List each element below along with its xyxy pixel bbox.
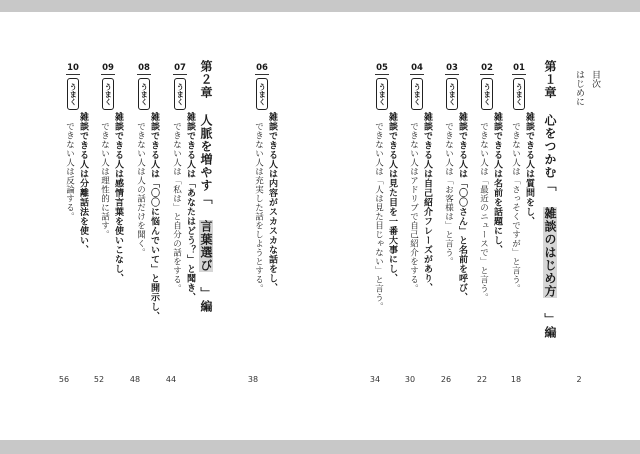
entry-08-subtitle: できない人は人の話だけを聞く。 <box>135 122 146 257</box>
entry-05-subtitle: できない人は「人は見た目じゃない」と言う。 <box>373 122 384 311</box>
entry-01-title: 雑談できる人は質問をし、 <box>524 112 534 226</box>
umaku-badge: うまく <box>513 78 525 110</box>
umaku-badge: うまく <box>411 78 423 110</box>
entry-01-subtitle: できない人は「さっそくですが」と言う。 <box>510 122 521 293</box>
entry-05-page-number: 34 <box>369 375 381 384</box>
entry-10-subtitle: できない人は反論する。 <box>64 122 75 221</box>
entry-06-title: 雑談できる人は内容がスカスカな話をし、 <box>267 112 277 293</box>
entry-02-subtitle: できない人は「最近のニュースで」と言う。 <box>478 122 489 302</box>
chapter-1-label: 第１章 <box>543 60 557 99</box>
entry-05-title: 雑談できる人は見た目を一番大事にし、 <box>387 112 397 283</box>
entry-04-page-number: 30 <box>404 375 416 384</box>
entry-07-number: 07 <box>174 63 186 73</box>
entry-02-title: 雑談できる人は名前を話題にし、 <box>492 112 502 255</box>
entry-01-page-number: 18 <box>510 375 522 384</box>
umaku-badge: うまく <box>102 78 114 110</box>
entry-05-number: 05 <box>376 63 388 73</box>
entry-04-subtitle: できない人はアドリブで自己紹介をする。 <box>408 122 419 293</box>
entry-03-number: 03 <box>446 63 458 73</box>
entry-10-number: 10 <box>67 63 79 73</box>
chapter-2-keyword: 言葉選び <box>199 220 213 272</box>
umaku-badge: うまく <box>376 78 388 110</box>
entry-06-subtitle: できない人は充実した話をしようとする。 <box>253 122 264 293</box>
chapter-1-title-post: 」編 <box>543 313 557 339</box>
entry-04-title: 雑談できる人は自己紹介フレーズがあり、 <box>422 112 432 293</box>
umaku-badge: うまく <box>174 78 186 110</box>
entry-08-number: 08 <box>138 63 150 73</box>
chapter-1-title-pre: 心をつかむ「 <box>543 114 557 192</box>
entry-06-page-number: 38 <box>247 375 259 384</box>
toc-spread <box>0 12 640 440</box>
entry-09-page-number: 52 <box>93 375 105 384</box>
entry-09-title: 雑談できる人は感情言葉を使いこなし、 <box>113 112 123 283</box>
entry-09-rule <box>101 74 115 75</box>
entry-10-title: 雑談できる人は分離話法を使い、 <box>78 112 88 255</box>
entry-03-page-number: 26 <box>440 375 452 384</box>
entry-02-number: 02 <box>481 63 493 73</box>
chapter-2-heading <box>200 60 212 313</box>
umaku-badge: うまく <box>67 78 79 110</box>
entry-05-rule <box>375 74 389 75</box>
entry-07-title: 雑談できる人は「あなたはどう？」と聞き、 <box>185 112 195 302</box>
entry-06-rule <box>255 74 269 75</box>
chapter-1-heading <box>544 60 556 339</box>
viewer-bottom-bar <box>0 440 640 454</box>
umaku-badge: うまく <box>446 78 458 110</box>
entry-01-rule <box>512 74 526 75</box>
entry-07-page-number: 44 <box>165 375 177 384</box>
chapter-2-title-pre: 人脈を増やす「 <box>199 114 213 205</box>
entry-09-number: 09 <box>102 63 114 73</box>
entry-10-rule <box>66 74 80 75</box>
entry-08-rule <box>137 74 151 75</box>
umaku-badge: うまく <box>138 78 150 110</box>
entry-04-number: 04 <box>411 63 423 73</box>
entry-08-page-number: 48 <box>129 375 141 384</box>
entry-03-title: 雑談できる人は「〇〇さん」と名前を呼び、 <box>457 112 467 302</box>
entry-07-subtitle: できない人は「私は」と自分の話をする。 <box>171 122 182 293</box>
chapter-2-title-post: 」編 <box>199 287 213 313</box>
entry-03-subtitle: できない人は「お客様は」と言う。 <box>443 122 454 266</box>
intro-page-number: 2 <box>576 375 582 384</box>
entry-01-number: 01 <box>513 63 525 73</box>
entry-06-number: 06 <box>256 63 268 73</box>
umaku-badge: うまく <box>481 78 493 110</box>
entry-10-page-number: 56 <box>58 375 70 384</box>
umaku-badge: うまく <box>256 78 268 110</box>
toc-title: 目次 <box>590 70 600 88</box>
viewer-top-bar <box>0 0 640 12</box>
entry-03-rule <box>445 74 459 75</box>
chapter-2-label: 第２章 <box>199 60 213 99</box>
intro-label: はじめに <box>574 70 584 106</box>
entry-09-subtitle: できない人は理性的に話す。 <box>99 122 110 239</box>
entry-07-rule <box>173 74 187 75</box>
entry-02-page-number: 22 <box>476 375 488 384</box>
entry-04-rule <box>410 74 424 75</box>
entry-08-title: 雑談できる人は「〇〇に悩んでいて」と開示し、 <box>149 112 159 321</box>
chapter-1-keyword: 雑談のはじめ方 <box>543 207 557 298</box>
entry-02-rule <box>480 74 494 75</box>
